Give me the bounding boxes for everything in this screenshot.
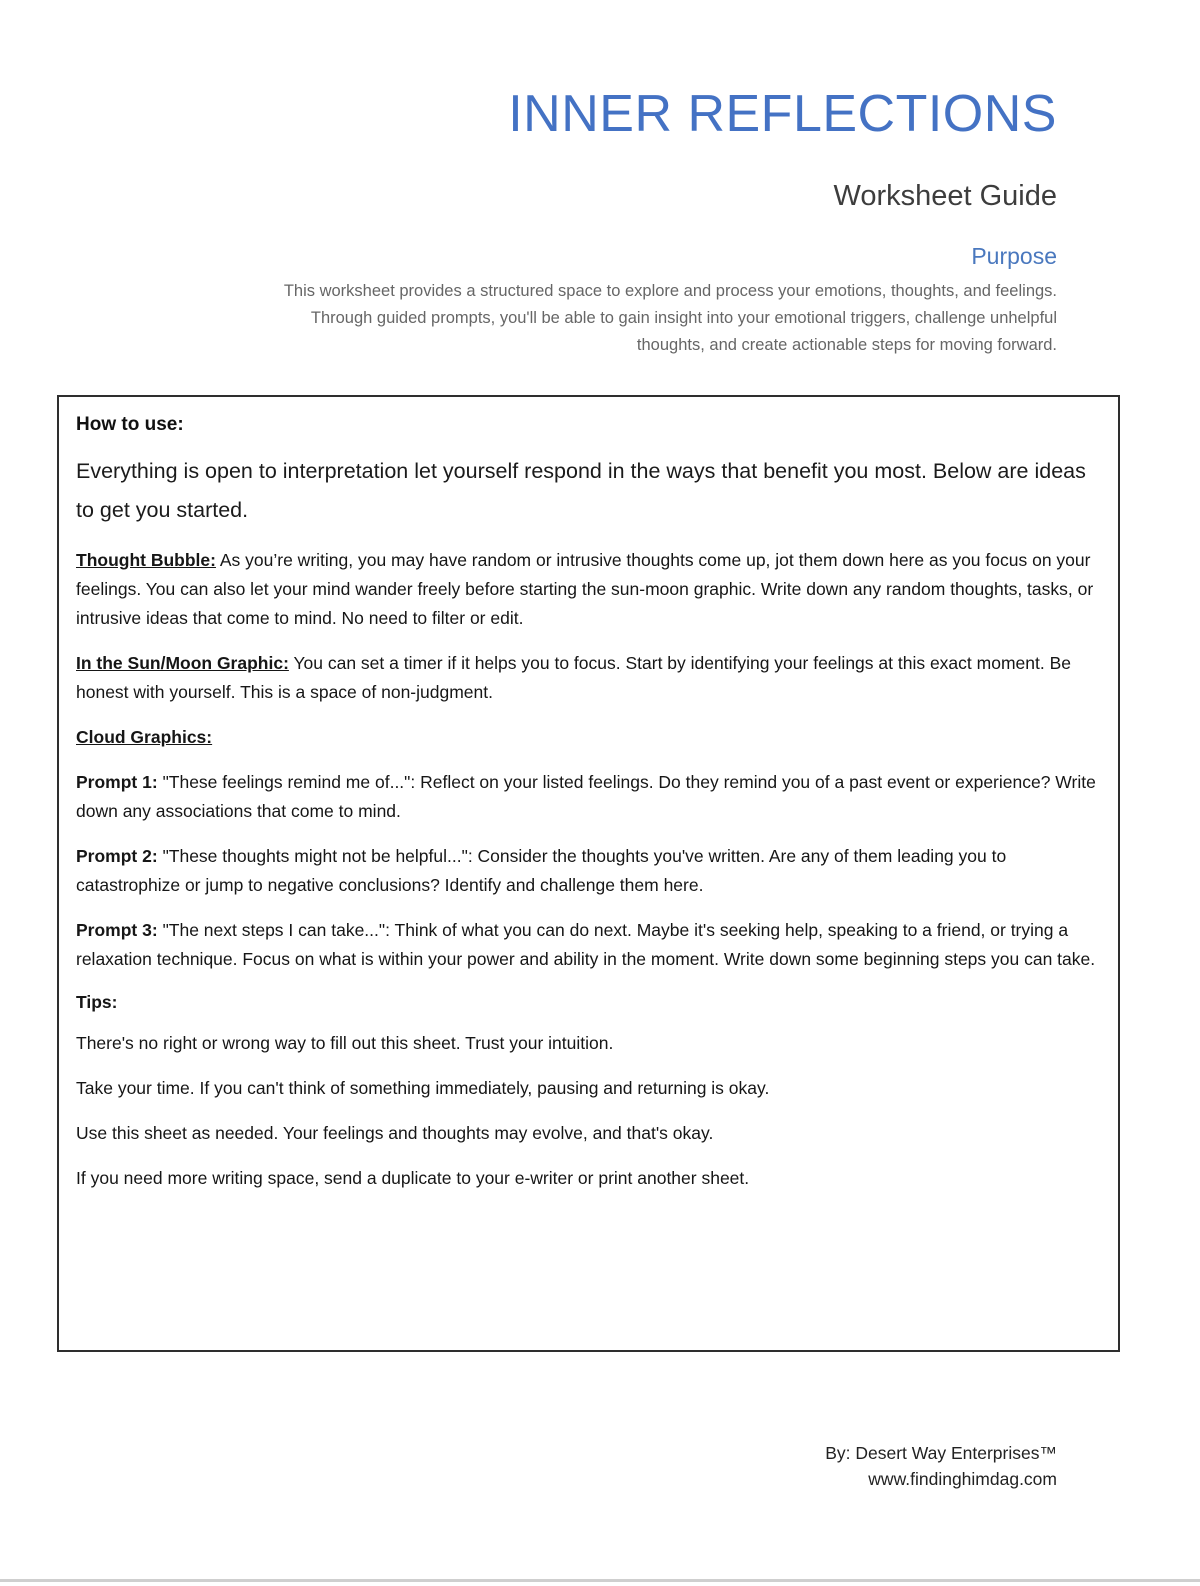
- purpose-heading: Purpose: [971, 243, 1057, 269]
- footer-byline: By: Desert Way Enterprises™: [825, 1443, 1057, 1463]
- section-thought-bubble: [76, 546, 1100, 633]
- page-footer: [825, 1440, 1057, 1492]
- page-subtitle: Worksheet Guide: [833, 180, 1057, 212]
- section-label: Prompt 2:: [76, 846, 158, 866]
- footer-website: www.findinghimdag.com: [868, 1469, 1057, 1489]
- section-text: As you’re writing, you may have random or intrusive thoughts come up, jot them down here as you focus on your feelings. You can also let your mind wander freely before starting the sun-moon graphic. Write down any random thoughts, tasks, or intrusive ideas that come to mind. No need to filter or edit.: [76, 550, 1094, 628]
- tip-item: If you need more writing space, send a duplicate to your e-writer or print another sheet.: [76, 1168, 750, 1188]
- section-text: "The next steps I can take...": Think of what you can do next. Maybe it's seeking help, speaking to a friend, or trying a relaxation technique. Focus on what is within your power and ability in the moment. Write down some beginning steps you can take.: [76, 920, 1096, 969]
- section-text: "These feelings remind me of...": Reflect on your listed feelings. Do they remind you of a past event or experience? Write down any associations that come to mind.: [76, 772, 1096, 821]
- page-title: INNER REFLECTIONS: [508, 85, 1057, 143]
- section-label: Prompt 3:: [76, 920, 158, 940]
- section-text: "These thoughts might not be helpful...": Consider the thoughts you've written. Are any of them leading you to catastrophize or jump to negative conclusions? Identify and challenge them here.: [76, 846, 1007, 895]
- purpose-body: This worksheet provides a structured space to explore and process your emotions, thoughts, and feelings. Through guided prompts, you'll be able to gain insight into your emotional triggers, challenge unhelpful thoughts, and create actionable steps for moving forward.: [283, 282, 1057, 354]
- section-label: In the Sun/Moon Graphic:: [76, 653, 289, 673]
- section-text: You can set a timer if it helps you to focus. Start by identifying your feelings at this exact moment. Be honest with yourself. This is a space of non-judgment.: [76, 653, 1071, 702]
- section-cloud-graphics: [76, 723, 1100, 752]
- tips-heading: Tips:: [76, 992, 118, 1012]
- section-sun-moon-graphic: [76, 649, 1100, 707]
- section-prompt-2: [76, 842, 1100, 900]
- tip-item: There's no right or wrong way to fill out this sheet. Trust your intuition.: [76, 1033, 614, 1053]
- tip-item: Use this sheet as needed. Your feelings and thoughts may evolve, and that's okay.: [76, 1123, 714, 1143]
- section-label: Cloud Graphics:: [76, 727, 213, 747]
- section-prompt-1: [76, 768, 1100, 826]
- how-to-use-box: [57, 395, 1120, 1352]
- section-prompt-3: [76, 916, 1100, 974]
- section-label: Thought Bubble:: [76, 550, 216, 570]
- page-bottom-divider: [0, 1579, 1200, 1582]
- tip-item: Take your time. If you can't think of something immediately, pausing and returning is okay.: [76, 1078, 770, 1098]
- how-to-use-intro: Everything is open to interpretation let yourself respond in the ways that benefit you most. Below are ideas to get you started.: [76, 459, 1086, 522]
- how-to-use-heading: How to use:: [76, 414, 184, 435]
- section-label: Prompt 1:: [76, 772, 158, 792]
